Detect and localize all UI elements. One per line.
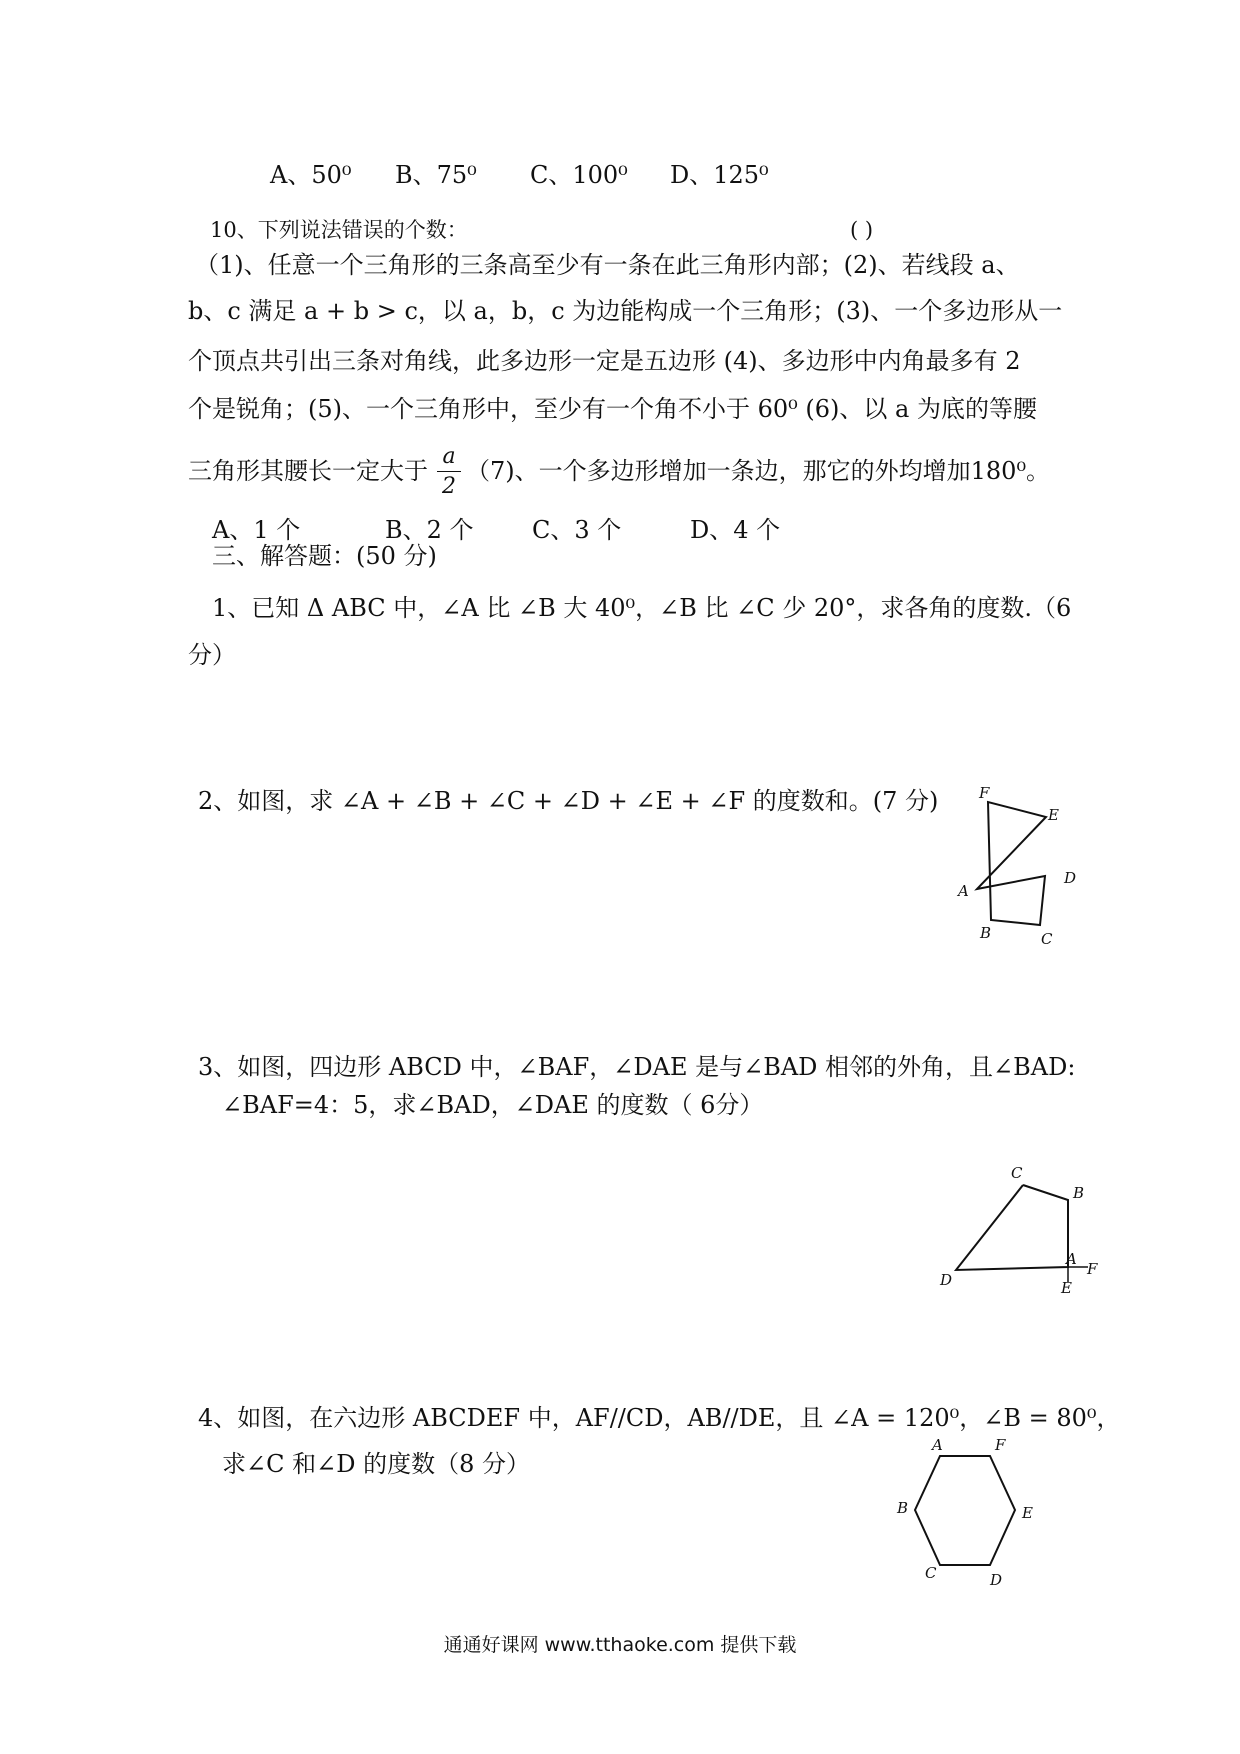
- q9-option-c: C、100⁰: [530, 161, 628, 189]
- fig3-label-a: A: [932, 1436, 943, 1454]
- fig1-label-d: D: [1064, 869, 1077, 887]
- fig1-label-c: C: [1041, 930, 1053, 948]
- fraction-numerator: a: [442, 444, 456, 469]
- fig1-label-a: A: [958, 882, 969, 900]
- fig2-label-e: E: [1061, 1279, 1072, 1297]
- footer-watermark: 通通好课网 www.tthaoke.com 提供下载: [443, 1634, 797, 1656]
- q9-option-d: D、125⁰: [670, 161, 769, 189]
- q10-line-5: 三角形其腰长一定大于: [188, 457, 428, 485]
- q10-option-d: D、4 个: [690, 516, 781, 544]
- q10-stem: 10、下列说法错误的个数：: [210, 218, 468, 242]
- problem-1-line-1: 1、已知 Δ ABC 中，∠A 比 ∠B 大 40⁰，∠B 比 ∠C 少 20°，求各角的度数.（6: [212, 594, 1072, 622]
- figure-hexagon-abcdef: [885, 1430, 1060, 1590]
- q9-option-a: A、50⁰: [270, 161, 352, 189]
- fig2-label-a: A: [1066, 1250, 1077, 1268]
- figure-star-abcdef: [940, 780, 1100, 950]
- q10-option-c: C、3 个: [532, 516, 622, 544]
- fig2-label-f: F: [1087, 1260, 1098, 1278]
- q10-line-1: （1)、任意一个三角形的三条高至少有一条在此三角形内部；(2)、若线段 a、: [195, 251, 1020, 279]
- problem-1-line-2: 分）: [188, 641, 236, 669]
- fig3-label-c: C: [925, 1564, 937, 1582]
- q9-option-b: B、75⁰: [395, 161, 477, 189]
- problem-4-line-1: 4、如图，在六边形 ABCDEF 中，AF//CD，AB//DE，且 ∠A = 120⁰，∠B = 80⁰，: [198, 1404, 1121, 1432]
- fraction-denominator: 2: [442, 474, 456, 499]
- q10-line-6: （7)、一个多边形增加一条边，那它的外均增加180⁰。: [466, 457, 1051, 485]
- fig3-label-e: E: [1022, 1504, 1033, 1522]
- q10-option-a: A、1 个: [212, 516, 301, 544]
- q10-answer-paren: ( ): [850, 218, 874, 242]
- problem-3-line-2: ∠BAF=4：5，求∠BAD，∠DAE 的度数（ 6分）: [222, 1091, 764, 1119]
- fig3-label-f: F: [995, 1436, 1006, 1454]
- problem-4-line-2: 求∠C 和∠D 的度数（8 分）: [222, 1450, 530, 1478]
- fraction-a-over-2: [437, 444, 461, 499]
- q10-option-b: B、2 个: [385, 516, 474, 544]
- problem-2-text: 2、如图，求 ∠A + ∠B + ∠C + ∠D + ∠E + ∠F 的度数和。(7 分): [198, 787, 939, 815]
- section-heading: 三、解答题：(50 分): [212, 542, 437, 570]
- fig1-label-e: E: [1048, 806, 1059, 824]
- q10-line-2: b、c 满足 a + b > c，以 a，b，c 为边能构成一个三角形；(3)、一个多边形从一: [188, 297, 1063, 325]
- fig3-label-b: B: [897, 1499, 909, 1517]
- q10-line-4: 个是锐角；(5)、一个三角形中，至少有一个角不小于 60⁰ (6)、以 a 为底的等腰: [188, 395, 1037, 423]
- problem-3-line-1: 3、如图，四边形 ABCD 中，∠BAF，∠DAE 是与∠BAD 相邻的外角，且∠BAD:: [198, 1053, 1076, 1081]
- fig2-label-b: B: [1073, 1184, 1085, 1202]
- q10-line-3: 个顶点共引出三条对角线，此多边形一定是五边形 (4)、多边形中内角最多有 2: [188, 347, 1021, 375]
- fig2-label-d: D: [940, 1271, 953, 1289]
- fig1-label-b: B: [980, 924, 992, 942]
- fig3-label-d: D: [990, 1571, 1003, 1589]
- fig1-label-f: F: [979, 784, 990, 802]
- figure-quadrilateral-abcd: [925, 1160, 1105, 1300]
- fig2-label-c: C: [1011, 1164, 1023, 1182]
